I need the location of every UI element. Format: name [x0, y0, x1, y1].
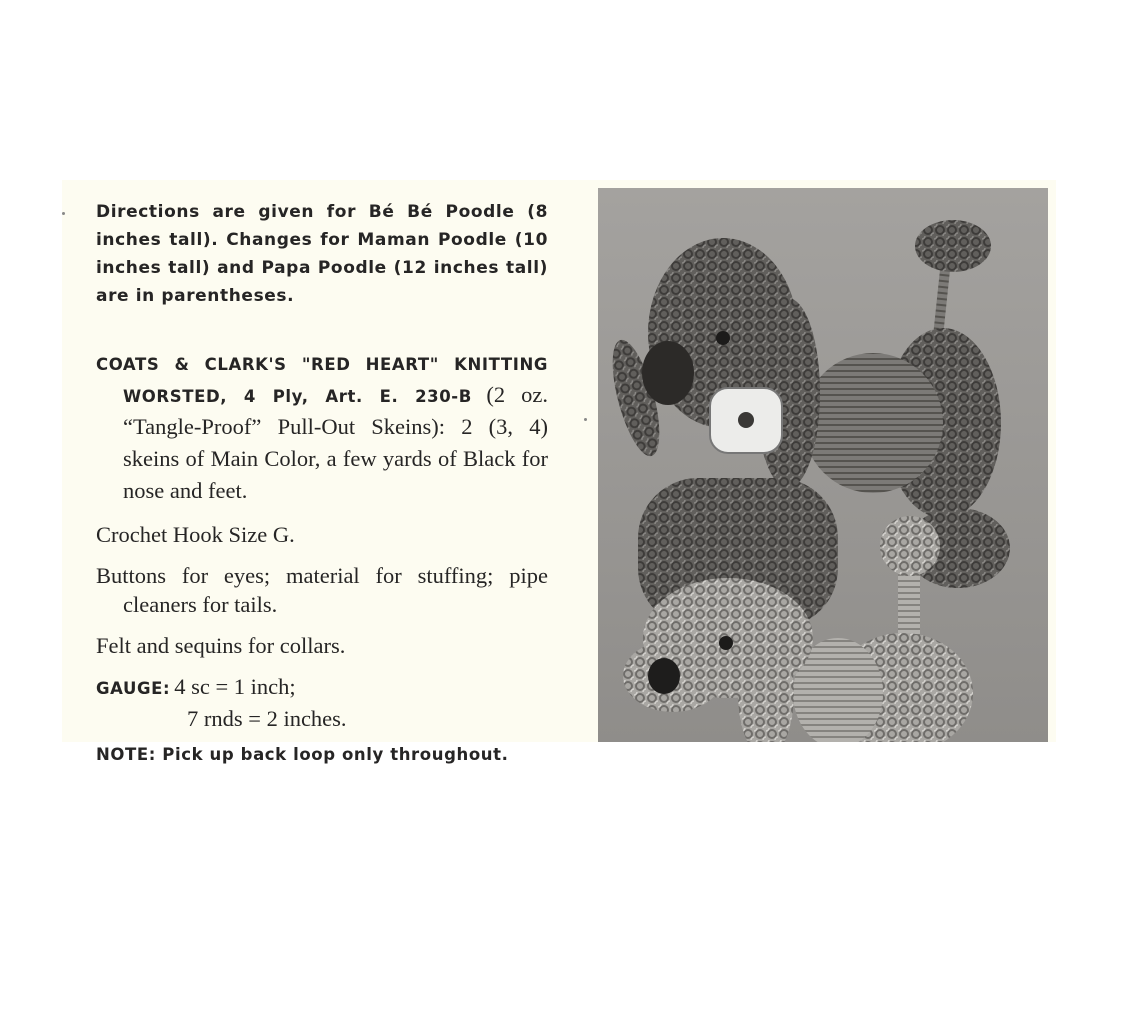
materials-notions: Buttons for eyes; material for stuffing; pipe cleaners for tails. [96, 563, 548, 617]
poodles-photo [598, 188, 1048, 742]
pattern-text-column [96, 198, 548, 764]
materials-collars: Felt and sequins for collars. [96, 633, 346, 658]
materials-list [96, 350, 548, 660]
print-speck [584, 418, 587, 421]
yarn-brand: COATS & CLARK'S "RED HEART" KNITTING WORSTED, 4 Ply, Art. E. 230-B [96, 355, 548, 406]
gauge-line-1: 4 sc = 1 inch; [174, 674, 296, 699]
gauge-block [96, 672, 548, 733]
materials-hook: Crochet Hook Size G. [96, 522, 295, 547]
gauge-label: GAUGE: [96, 679, 171, 698]
gauge-line-2: 7 rnds = 2 inches. [187, 706, 347, 731]
yarn-details: (2 oz. “Tangle-Proof” Pull-Out Skeins): 2 (3, 4) skeins of Main Color, a few yards of Black for nose and feet. [123, 382, 549, 503]
intro-paragraph: Directions are given for Bé Bé Poodle (8 inches tall). Changes for Maman Poodle (10 inches tall) and Papa Poodle (12 inches tall) are in parentheses. [96, 202, 548, 306]
note-text: NOTE: Pick up back loop only throughout. [96, 745, 509, 764]
poodles-illustration [598, 188, 1048, 742]
materials-yarn [96, 350, 548, 508]
print-speck [62, 212, 65, 215]
